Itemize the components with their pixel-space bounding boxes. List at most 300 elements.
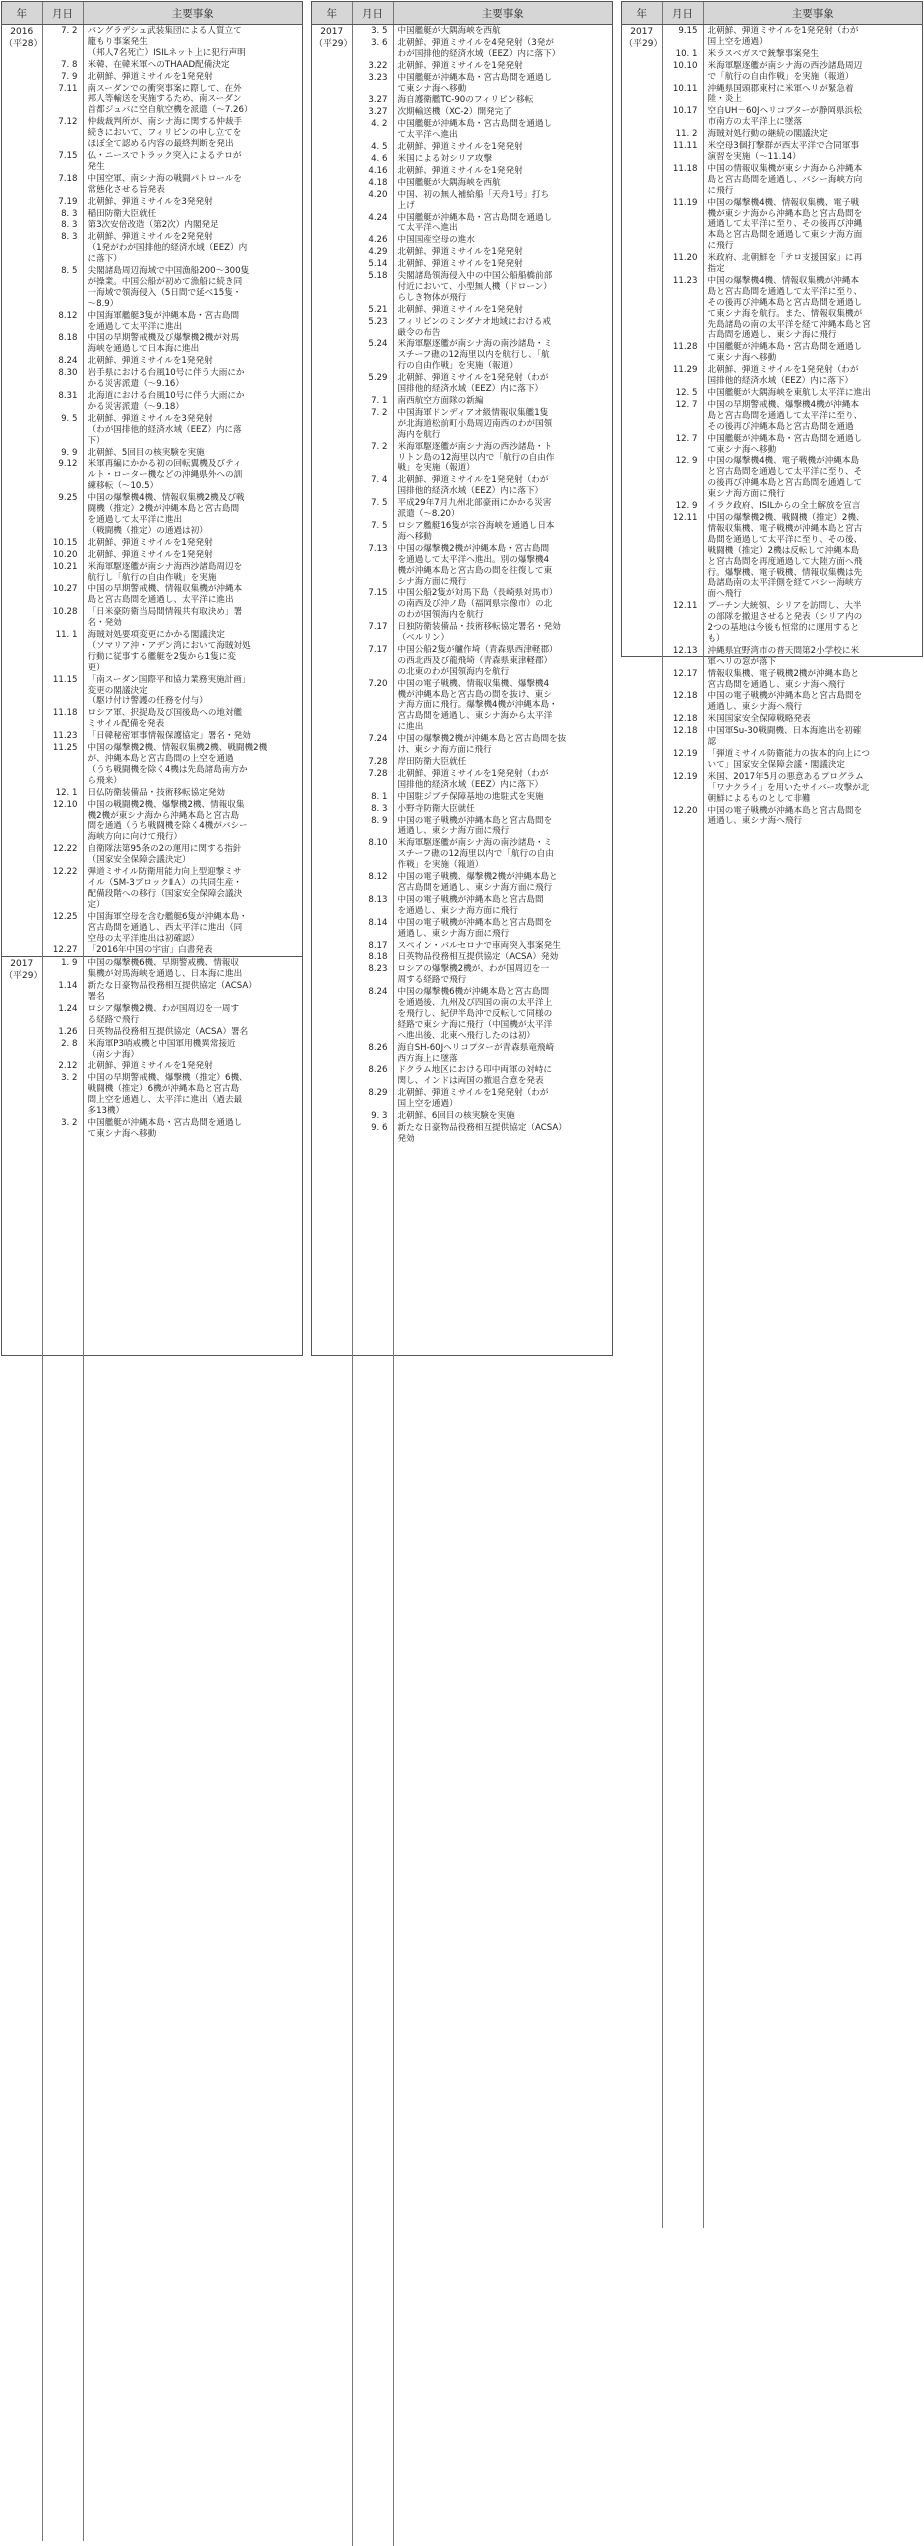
event-row: [312, 372, 612, 395]
event-row: [312, 497, 612, 520]
date-cell: 8.24: [352, 986, 393, 1042]
event-row: [622, 341, 922, 364]
date-cell: 8.14: [352, 917, 393, 940]
header-events: 主要事象: [393, 2, 612, 25]
event-row: [2, 537, 302, 549]
event-cell: 次期輸送機（XC-2）開発完了: [397, 107, 512, 118]
event-cell: 北朝鮮、弾道ミサイルを1発発射: [87, 549, 213, 560]
event-row: [312, 234, 612, 246]
event-cell: 第3次安倍改造（第2次）内閣発足: [87, 220, 219, 231]
date-cell: 1.14: [42, 980, 83, 1003]
event-cell: 新たな日豪物品役務相互提供協定（ACSA） 署名: [87, 981, 257, 1003]
event-row: [312, 1110, 612, 1122]
event-cell: 中国の早期警戒機、爆撃機4機が沖縄本 島と宮古島間を通過して太平洋に至り、 その後再び沖縄本島と宮古島間を通過: [707, 399, 863, 432]
date-cell: 7.15: [352, 587, 393, 621]
event-cell: 中国の電子戦機が沖縄本島と宮古島間を 通過し、東シナ海へ飛行: [707, 691, 863, 713]
event-cell: 中国の爆撃機2機が沖縄本島・宮古島間 を通過して太平洋へ進出。別の爆撃機4 機が沖縄本島と宮古島の間を往復して東 シナ海方面に飛行: [397, 543, 553, 587]
event-row: [312, 316, 612, 339]
event-row: [312, 165, 612, 177]
date-cell: 11.25: [42, 742, 83, 787]
event-row: [312, 72, 612, 95]
event-cell: 北朝鮮、弾道ミサイルを1発発射: [87, 537, 213, 548]
event-cell: 北朝鮮、弾道ミサイルを1発発射: [397, 247, 523, 258]
date-cell: 8. 5: [42, 265, 83, 310]
date-cell: 8.18: [352, 951, 393, 963]
event-row: [622, 512, 922, 600]
event-row: [622, 60, 922, 83]
event-cell: フィリピンのミンダナオ地域における戒 厳令の布告: [397, 316, 551, 338]
chronology-table-1: [2, 2, 302, 2541]
event-cell: 自衛隊法第95条の2の運用に関する指針 （国家安全保障会議決定）: [87, 844, 242, 866]
event-row: [2, 458, 302, 492]
event-cell: 中国艦艇が沖縄本島・宮古島間を通過し て東シナ海へ移動: [87, 1118, 243, 1139]
event-cell: 米政府、北朝鮮を「テロ支援国家」に再 指定: [707, 253, 863, 275]
event-cell: 中国艦艇が沖縄本島・宮古島間を通過し て東シナ海へ移動: [707, 342, 863, 364]
date-cell: 12.19: [662, 771, 703, 805]
event-cell: 中国艦艇が沖縄本島・宮古島間を通過し て東シナ海へ移動: [397, 72, 553, 94]
event-cell: 中国艦艇が大隅海峡を西航: [397, 26, 501, 36]
event-cell: 中国の爆撃機4機、情報収集機2機及び戦 闘機（推定）2機が沖縄本島と宮古島間 を通過して太平洋に進出 （戦闘機（推定）の通過は初）: [87, 493, 245, 536]
event-cell: 南スーダンでの衝突事案に際して、在外 邦人等輸送を実施するため、南スーダン 首都ジュバに空自航空機を派遣（～7.26）: [87, 83, 253, 116]
event-row: [312, 141, 612, 153]
date-cell: 8.18: [42, 332, 83, 355]
event-cell: 中国の爆撃機4機、情報収集機が沖縄本 島と宮古島間を通過して太平洋に至り、 その後再び沖縄本島と宮古島間を通過し て東シナ海を航行。また、情報収集機が 先島諸島の南の太平洋を経て沖縄本島と宮 古島間を通過し、東シナ海に飛行: [707, 275, 871, 341]
event-row: [312, 940, 612, 952]
event-row: [312, 963, 612, 986]
date-cell: 8.23: [352, 963, 393, 986]
year-cell: 2017 （平29）: [622, 25, 662, 828]
event-row: [312, 270, 612, 304]
event-row: [312, 951, 612, 963]
event-cell: 米軍再編にかかる初の回転翼機及びティ ルト・ローター機などの沖縄県外への訓 練移転（～10.5）: [87, 459, 243, 492]
event-row: [312, 543, 612, 588]
event-row: [622, 163, 922, 197]
date-cell: 12. 5: [662, 387, 703, 399]
date-cell: 8.26: [352, 1042, 393, 1065]
event-cell: バングラデシュ武装集団による人質立て 籠もり事案発生 （邦人7名死亡）ISILネット上に犯行声明: [87, 26, 246, 58]
event-row: [2, 843, 302, 866]
event-row: [622, 805, 922, 828]
date-cell: 5.21: [352, 304, 393, 316]
event-row: [312, 791, 612, 803]
date-cell: 12.19: [662, 748, 703, 771]
event-cell: 沖縄県宜野湾市の普天間第2小学校に米 軍ヘリの窓が落下: [707, 645, 860, 667]
date-cell: 4.18: [352, 177, 393, 189]
event-row: [622, 500, 922, 512]
event-cell: 北朝鮮、弾道ミサイルを1発発射: [87, 356, 213, 367]
date-cell: 11. 2: [662, 128, 703, 140]
event-row: [312, 474, 612, 497]
event-row: [312, 106, 612, 118]
date-cell: 4. 6: [352, 153, 393, 165]
event-cell: 北朝鮮、弾道ミサイルを1発発射: [397, 142, 523, 153]
event-row: [312, 189, 612, 212]
event-row: [312, 733, 612, 756]
event-row: [2, 173, 302, 196]
event-row: [312, 803, 612, 815]
date-cell: 11.20: [662, 252, 703, 275]
event-cell: 中国国産空母の進水: [397, 235, 475, 246]
event-cell: 米国国家安全保障戦略発表: [707, 714, 811, 725]
event-cell: 中国の電子戦機、情報収集機、爆撃機4 機が沖縄本島と宮古島の間を抜け、東シ ナ海方面に飛行。爆撃機4機が沖縄本島・ 宮古島間を通過し、東シナ海から太平洋 に進出: [397, 678, 558, 733]
date-cell: 2.12: [42, 1060, 83, 1072]
event-row: [2, 1060, 302, 1072]
date-cell: 12. 9: [662, 455, 703, 500]
event-row: [2, 1072, 302, 1117]
event-cell: 小野寺防衛大臣就任: [397, 803, 475, 814]
event-cell: 中国、初の無人補給船「天舟1号」打ち 上げ: [397, 189, 550, 211]
date-cell: 7. 2: [352, 407, 393, 441]
event-cell: 情報収集機、電子戦機2機が沖縄本島と 宮古島間を通過し、東シナ海へ飛行: [707, 668, 860, 690]
filler-row: [2, 1140, 302, 2541]
event-cell: 中国艦艇が大隅海峡を東航し太平洋に進出: [707, 388, 871, 398]
event-cell: 北海道における台風10号に伴う大雨にか かる災害派遣（～9.18）: [87, 391, 245, 412]
event-cell: 米韓、在韓米軍へのTHAAD配備決定: [87, 59, 230, 70]
event-row: [312, 441, 612, 475]
event-row: [2, 25, 302, 59]
event-cell: 中国の爆撃機2機が沖縄本島と宮古島間を抜 け、東シナ海方面に飛行: [397, 734, 567, 756]
event-row: [312, 1064, 612, 1087]
event-row: [312, 837, 612, 871]
date-cell: 8. 3: [352, 803, 393, 815]
header-year: 年: [2, 2, 42, 25]
event-row: [2, 231, 302, 265]
event-cell: 沖縄県国頭郡東村に米軍ヘリが緊急着 陸・炎上: [707, 83, 854, 105]
date-cell: 7.18: [42, 173, 83, 196]
event-cell: 北朝鮮、弾道ミサイルを1発発射（わが 国排他的経済水域（EEZ）内に落下）: [397, 475, 549, 497]
event-row: [622, 600, 922, 645]
event-cell: 「弾道ミサイル防衛能力の抜本的向上につ いて」国家安全保障会議・閣議決定: [707, 749, 871, 770]
event-cell: 中国海軍艦艇3隻が沖縄本島・宮古島間 を通過して太平洋に進出: [87, 310, 240, 332]
event-row: [2, 866, 302, 911]
event-cell: 北朝鮮、6回目の核実験を実施: [397, 1111, 515, 1122]
event-cell: 米海軍駆逐艦が南シナ海の西沙諸島・ト リトン島の12海里以内で「航行の自由作 戦」を実施（報道）: [397, 441, 555, 474]
date-cell: 7.19: [42, 196, 83, 208]
event-row: [622, 668, 922, 691]
event-cell: 中国の電子戦機が沖縄本島と宮古島間を 通過し、東シナ海方面に飛行: [397, 815, 553, 837]
event-row: [2, 606, 302, 629]
event-cell: 新たな日豪物品役務相互提供協定（ACSA） 発効: [397, 1123, 567, 1144]
event-cell: 岩手県における台風10号に伴う大雨にか かる災害派遣（～9.16）: [87, 368, 245, 390]
event-row: [312, 917, 612, 940]
event-cell: 中国の早期警戒機及び爆撃機2機が対馬 海峡を通過して日本海に進出: [87, 333, 240, 355]
event-row: [312, 212, 612, 235]
event-row: [312, 520, 612, 543]
event-cell: 中国の爆撃機6機が沖縄本島と宮古島間 を通過後、九州及び四国の南の太平洋上 を飛行し、紀伊半島沖で反転して同様の 経路で東シナ海に飛行（中国機が太平洋 へ進出後、北東へ飛行したのは初）: [397, 987, 553, 1041]
column-3-body: [622, 25, 922, 2229]
event-cell: 海自SH-60Jヘリコプターが青森県竜飛崎 西方海上に墜落: [397, 1042, 555, 1064]
header-events: 主要事象: [83, 2, 302, 25]
event-row: [2, 730, 302, 742]
date-cell: 11. 1: [42, 629, 83, 674]
date-cell: 10. 1: [662, 48, 703, 60]
date-cell: 10.21: [42, 561, 83, 584]
event-cell: 中国公船2隻が対馬下島（長崎県対馬市） の南西及び沖ノ島（福岡県宗像市）の北 のわが国領海内を航行: [397, 588, 558, 621]
event-row: [622, 128, 922, 140]
date-cell: 12.18: [662, 690, 703, 713]
date-cell: 7.28: [352, 768, 393, 791]
event-cell: 中国の電子戦機が沖縄本島と宮古島間を 通過し、東シナ海へ飛行: [707, 805, 863, 827]
date-cell: 4.26: [352, 234, 393, 246]
header-date: 月日: [352, 2, 393, 25]
event-row: [622, 387, 922, 399]
event-row: [622, 771, 922, 805]
date-cell: 3.22: [352, 60, 393, 72]
event-row: [2, 629, 302, 674]
event-row: [622, 399, 922, 433]
event-cell: 米海軍駆逐艦が南シナ海の南沙諸島・ミ スチーフ礁の12海里以内で「航行の自由 作戦」を実施（報道）: [397, 838, 554, 871]
event-row: [2, 265, 302, 310]
date-cell: 12.20: [662, 805, 703, 828]
event-row: [622, 252, 922, 275]
event-cell: 米海軍駆逐艦が南シナ海西沙諸島周辺を 航行し「航行の自由作戦」を実施: [87, 561, 243, 583]
event-row: [312, 37, 612, 60]
event-row: [2, 196, 302, 208]
event-row: [2, 980, 302, 1003]
date-cell: 10.28: [42, 606, 83, 629]
event-cell: 北朝鮮、弾道ミサイルを1発発射（わが 国上空を通過）: [397, 1088, 549, 1110]
date-cell: 7. 5: [352, 497, 393, 520]
event-row: [312, 1087, 612, 1110]
date-cell: 7.17: [352, 621, 393, 644]
date-cell: 8.12: [42, 310, 83, 333]
date-cell: 5.23: [352, 316, 393, 339]
date-cell: 3.23: [352, 72, 393, 95]
event-cell: 米海軍駆逐艦が南シナ海の南沙諸島・ミ スチーフ礁の12海里以内を航行し、「航 行の自由作戦」を実施（報道）: [397, 339, 553, 372]
date-cell: 10.15: [42, 537, 83, 549]
event-cell: スペイン・バルセロナで車両突入事案発生: [397, 940, 561, 951]
event-row: [2, 674, 302, 708]
date-cell: 9. 6: [352, 1122, 393, 1145]
date-cell: 11.29: [662, 364, 703, 387]
event-row: [312, 177, 612, 189]
date-cell: 12. 9: [662, 500, 703, 512]
date-cell: 1.26: [42, 1026, 83, 1038]
event-row: [2, 116, 302, 150]
event-cell: ロシアの爆撃機2機が、わが国周辺を一 周する経路で飛行: [397, 964, 550, 986]
date-cell: 11.23: [662, 275, 703, 341]
event-row: [2, 1038, 302, 1061]
event-row: [622, 105, 922, 128]
date-cell: 11.28: [662, 341, 703, 364]
event-cell: 中国の爆撃機6機、早期警戒機、情報収 集機が対馬海峡を通過し、日本海に進出: [83, 957, 302, 980]
date-cell: 10.27: [42, 583, 83, 606]
event-row: [312, 587, 612, 621]
date-cell: 7.17: [352, 644, 393, 678]
event-cell: 日独防衛装備品・技術移転協定署名・発効 （ベルリン）: [397, 622, 561, 644]
event-cell: 仲裁裁判所が、南シナ海に関する仲裁手 続きにおいて、フィリピンの申し立てを ほぼ全て認める内容の最終判断を発出: [87, 117, 243, 150]
event-cell: 北朝鮮、弾道ミサイルを1発発射（わが 国排他的経済水域（EEZ）内に落下）: [397, 373, 549, 395]
event-row: [622, 275, 922, 341]
date-cell: 11.11: [662, 140, 703, 163]
event-row: [622, 48, 922, 60]
event-cell: ロシア艦艇16隻が宗谷海峡を通過し日本 海へ移動: [397, 520, 555, 542]
event-cell: 北朝鮮、弾道ミサイルを3発発射 （わが国排他的経済水域（EEZ）内に落 下）: [87, 413, 242, 446]
event-cell: 中国艦艇が大隅海峡を西航: [397, 177, 501, 188]
event-row: [312, 395, 612, 407]
event-cell: ドクラム地区における印中両軍の対峙に 関し、インドは両国の撤退合意を発表: [397, 1065, 552, 1087]
date-cell: 8.30: [42, 367, 83, 390]
date-cell: 12.18: [662, 725, 703, 748]
event-row: [2, 1117, 302, 1140]
event-cell: 北朝鮮、弾道ミサイルを4発発射（3発が わが国排他的経済水域（EEZ）内に落下）: [397, 37, 561, 59]
date-cell: 7. 1: [352, 395, 393, 407]
event-cell: 北朝鮮、弾道ミサイルを1発発射（わが 国上空を通過）: [707, 26, 859, 47]
date-cell: 9.12: [42, 458, 83, 492]
event-cell: 「日韓秘密軍事情報保護協定」署名・発効: [87, 731, 251, 742]
event-row: [2, 355, 302, 367]
event-cell: 南西航空方面隊の新編: [397, 396, 484, 406]
date-cell: 5.18: [352, 270, 393, 304]
event-cell: 中国の爆撃機2機、情報収集機2機、戦闘機2機 が、沖縄本島と宮古島間の上空を通過 （うち戦闘機を除く4機は先島諸島南方か ら飛来）: [87, 743, 268, 786]
event-row: [312, 756, 612, 768]
date-cell: 11.23: [42, 730, 83, 742]
event-cell: 中国軍Su-30戦闘機、日本海進出を初確 認: [707, 726, 862, 748]
date-cell: 7. 4: [352, 474, 393, 497]
date-cell: 4.20: [352, 189, 393, 212]
event-cell: 米国、2017年5月の悪意あるプログラム 「ワナクライ」を用いたサイバー攻撃が北 朝鮮によるものとして非難: [707, 771, 870, 804]
event-cell: 中国の爆撃機4機、情報収集機、電子戦 機が東シナ海から沖縄本島と宮古島間を 通過して太平洋に至り、その後再び沖縄 本島と宮古島間を通過して東シナ海方面 に飛行: [707, 197, 863, 252]
event-cell: 中国艦艇が沖縄本島・宮古島間を通過し て太平洋へ進出: [397, 212, 553, 234]
date-cell: 5.29: [352, 372, 393, 395]
date-cell: 8. 3: [42, 219, 83, 231]
header-year: 年: [312, 2, 352, 25]
event-cell: 米海軍駆逐艦が南シナ海の西沙諸島周辺 で「航行の自由作戦」を実施（報道）: [707, 60, 863, 82]
date-cell: 3. 5: [352, 25, 393, 37]
event-row: [312, 60, 612, 72]
date-cell: 8.12: [352, 871, 393, 894]
date-cell: 9.15: [662, 25, 703, 48]
event-row: [622, 713, 922, 725]
date-cell: 8.29: [352, 1087, 393, 1110]
event-cell: 米海軍P3哨戒機と中国軍用機異常接近 （南シナ海）: [87, 1038, 236, 1060]
date-cell: 8.31: [42, 390, 83, 413]
date-cell: 10.20: [42, 549, 83, 561]
event-cell: 平成29年7月九州北部豪雨にかかる災害 派遣（～8.20）: [397, 498, 552, 520]
event-cell: 米空母3個打撃群が西太平洋で合同軍事 演習を実施（～11.14）: [707, 141, 860, 162]
date-cell: 9. 3: [352, 1110, 393, 1122]
event-cell: ロシア軍、択捉島及び国後島への地対艦 ミサイル配備を発表: [87, 708, 243, 730]
event-cell: 中国空軍、南シナ海の戦闘パトロールを 常態化させる旨発表: [87, 173, 242, 195]
event-row: [2, 1026, 302, 1038]
date-cell: 3. 2: [42, 1117, 83, 1140]
event-cell: 中国の電子戦機が沖縄本島と宮古島間を 通過し、東シナ海方面に飛行: [397, 917, 553, 939]
event-row: [312, 258, 612, 270]
event-row: [312, 768, 612, 791]
event-cell: 海賊対処要項変更にかかる閣議決定 （ソマリア沖・アデン湾において海賊対処 行動に従事する艦艇を2隻から1隻に変 更）: [87, 630, 251, 673]
year-cell: 2016 （平28）: [2, 25, 42, 957]
date-cell: 7.12: [42, 116, 83, 150]
header-events: 主要事象: [703, 2, 922, 25]
event-cell: 中国艦艇が沖縄本島・宮古島間を通過し て太平洋へ進出: [397, 119, 553, 141]
chronology-table-2: [312, 2, 612, 2546]
event-row: [312, 871, 612, 894]
date-cell: 12. 1: [42, 787, 83, 799]
date-cell: 8. 1: [352, 791, 393, 803]
date-cell: 4.16: [352, 165, 393, 177]
event-row: [2, 447, 302, 459]
event-cell: 「南スーダン国際平和協力業務実施計画」 変更の閣議決定 （駆け付け警護の任務を付与）: [87, 674, 251, 707]
event-cell: 日英物品役務相互提供協定（ACSA）発効: [397, 952, 559, 963]
event-cell: イラク政府、ISILからの全土解放を宣言: [707, 501, 861, 512]
event-row: [312, 246, 612, 258]
event-row: [2, 787, 302, 799]
date-cell: 12.27: [42, 944, 83, 956]
date-cell: 12.25: [42, 911, 83, 945]
event-row: [2, 59, 302, 71]
event-row: [622, 433, 922, 456]
event-row: [312, 986, 612, 1042]
event-cell: 中国の爆撃機2機、戦闘機（推定）2機、 情報収集機、電子戦機が沖縄本島と宮古 島間を通過して太平洋に至り、その後、 戦闘機（推定）2機は反転して沖縄本島 と宮古島間を再度通過して大陸方面へ飛 行。爆撃機、電子戦機、情報収集機は先 島諸島南の太平洋側を経てバシー海峡方 面へ飛行: [707, 512, 865, 600]
date-cell: 9.25: [42, 492, 83, 537]
event-row: [312, 621, 612, 644]
event-cell: 北朝鮮、5回目の核実験を実施: [87, 447, 205, 458]
event-row: [2, 561, 302, 584]
event-row: [2, 549, 302, 561]
event-cell: 北朝鮮、弾道ミサイルを1発発射: [397, 304, 523, 315]
header-date: 月日: [662, 2, 703, 25]
event-cell: 中国の電子戦機が沖縄本島と宮古島間 を通過し、東シナ海方面に飛行: [397, 894, 544, 916]
event-cell: 中国の情報収集機が東シナ海から沖縄本 島と宮古島間を通過し、バシー海峡方向 に飛行: [707, 163, 863, 196]
date-cell: 12.22: [42, 843, 83, 866]
chronology-column-2: [311, 1, 613, 1356]
event-cell: 「日米豪防衛当局間情報共有取決め」署 名・発効: [87, 607, 243, 629]
event-row: [312, 407, 612, 441]
date-cell: 8.26: [352, 1064, 393, 1087]
date-cell: 8. 3: [42, 208, 83, 220]
date-cell: 7. 9: [42, 71, 83, 83]
date-cell: 4. 2: [352, 118, 393, 141]
event-row: [622, 197, 922, 253]
event-cell: 米ラスベガスで銃撃事案発生: [707, 48, 819, 59]
event-cell: 仏・ニースでトラック突入によるテロが 発生: [87, 150, 242, 172]
column-1-body: [2, 25, 302, 2541]
event-row: [2, 799, 302, 844]
event-row: [2, 1003, 302, 1026]
date-cell: 1. 9: [42, 957, 83, 980]
date-cell: 7.20: [352, 678, 393, 734]
date-cell: 7.28: [352, 756, 393, 768]
event-row: [2, 310, 302, 333]
header-date: 月日: [42, 2, 83, 25]
event-cell: 中国海軍ドンディアオ級情報収集艦1隻 が北海道松前町小島周辺南西のわが国領 海内を航行: [397, 407, 553, 440]
event-cell: 尖閣諸島周辺海域で中国漁船200～300隻 が操業。中国公船が初めて漁船に続き同 一海域で領海侵入（5日間で延べ15隻・ ～8.9）: [87, 266, 250, 309]
date-cell: 3.27: [352, 94, 393, 106]
event-row: [312, 678, 612, 734]
date-cell: 8.24: [42, 355, 83, 367]
event-cell: 日仏防衛装備品・技術移転協定発効: [87, 787, 226, 798]
event-row: [312, 338, 612, 372]
event-cell: 海賊対処行動の継続の閣議決定: [707, 129, 828, 140]
date-cell: 7. 2: [42, 25, 83, 59]
date-cell: 5.24: [352, 338, 393, 372]
date-cell: 8.10: [352, 837, 393, 871]
date-cell: 7. 2: [352, 441, 393, 475]
event-row: [312, 894, 612, 917]
date-cell: 1.24: [42, 1003, 83, 1026]
date-cell: 12.18: [662, 713, 703, 725]
event-row: [2, 413, 302, 447]
event-row: [312, 25, 612, 37]
event-row: [2, 83, 302, 117]
date-cell: 12. 7: [662, 433, 703, 456]
event-row: [622, 140, 922, 163]
event-row: [312, 644, 612, 678]
date-cell: 9. 9: [42, 447, 83, 459]
date-cell: 5.14: [352, 258, 393, 270]
event-row: [2, 742, 302, 787]
date-cell: 7.15: [42, 150, 83, 173]
